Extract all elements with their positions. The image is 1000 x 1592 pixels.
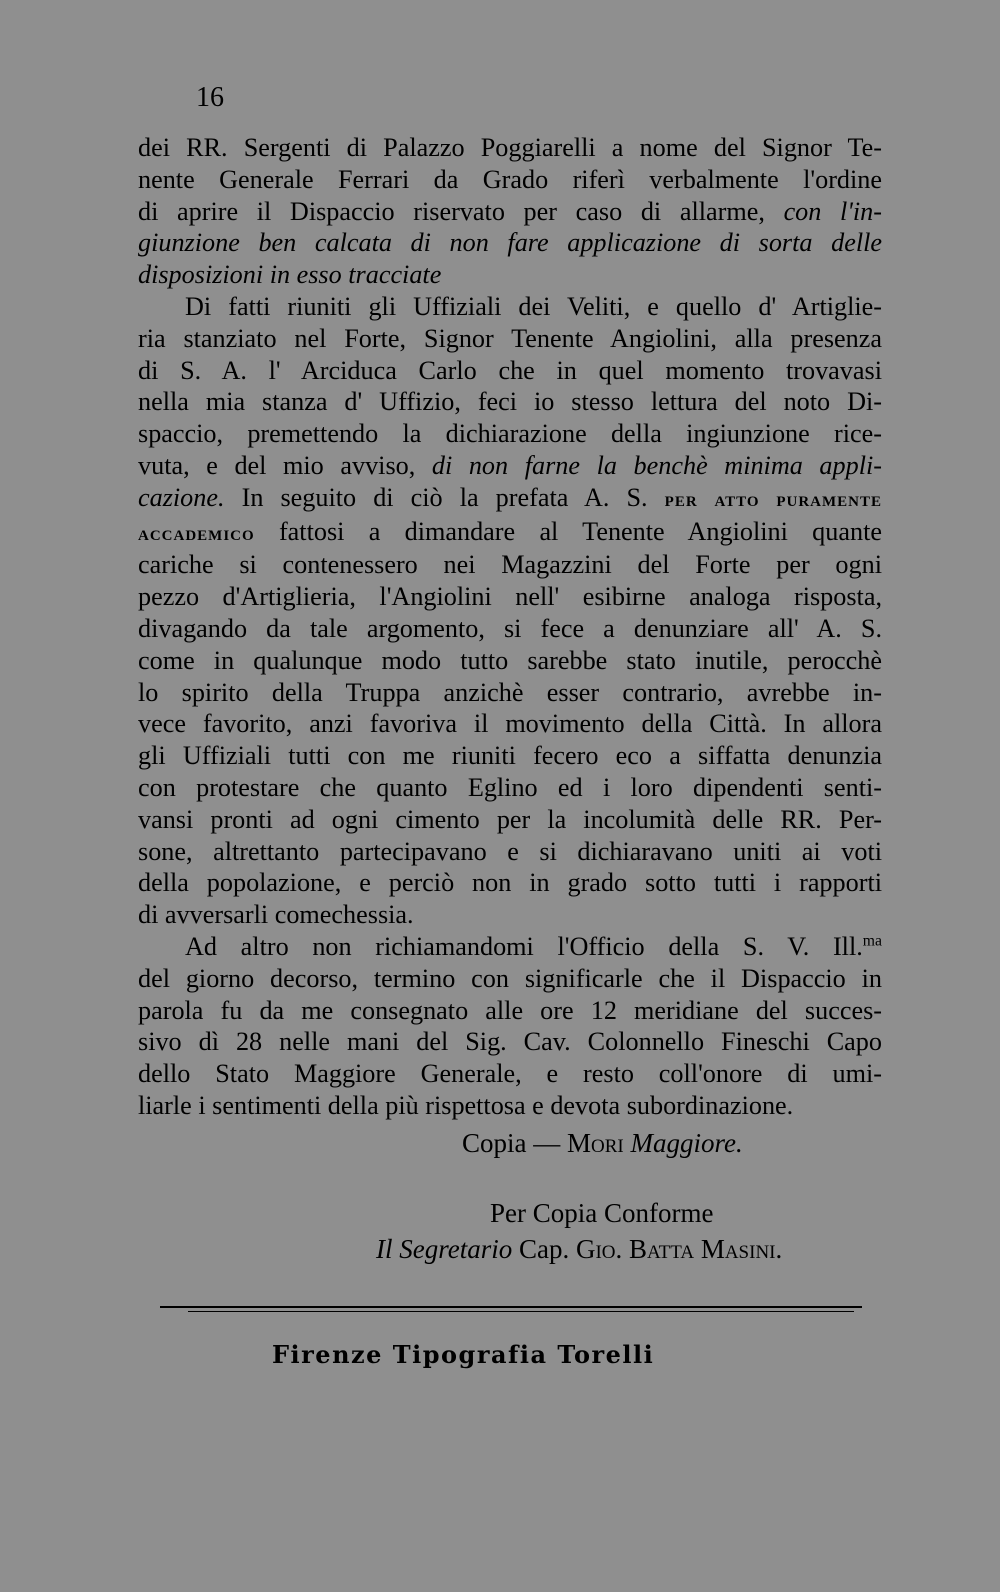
text-line: spaccio, premettendo la dichiarazione della ingiunzione rice- bbox=[138, 419, 882, 449]
text-line: parola fu da me consegnato alle ore 12 meridiane del succes- bbox=[138, 995, 882, 1025]
text-line: divagando da tale argomento, si fece a denunziare all' A. S. bbox=[138, 613, 882, 643]
secretary-rank: Cap. bbox=[512, 1234, 576, 1264]
text-line: ria stanziato nel Forte, Signor Tenente Angiolini, alla presenza bbox=[138, 323, 882, 353]
text-line: nente Generale Ferrari da Grado riferì verbalmente l'ordine bbox=[138, 164, 882, 194]
smallcaps-segment: per atto puramente bbox=[664, 486, 882, 511]
italic-segment: di non farne la benchè minima appli- bbox=[431, 450, 882, 480]
secretary-title: Il Segretario bbox=[376, 1234, 513, 1264]
text-line: vece favorito, anzi favoriva il movimento della Città. In allora bbox=[138, 709, 882, 739]
text-segment: di aprire il Dispaccio riservato per caso di allarme, bbox=[138, 196, 784, 226]
signer-name: Mori bbox=[567, 1128, 624, 1158]
text-line: pezzo d'Artiglieria, l'Angiolini nell' esibirne analoga risposta, bbox=[138, 582, 882, 612]
text-segment: In seguito di ciò la prefata A. S. bbox=[224, 482, 665, 512]
text-line: del giorno decorso, termino con significarle che il Dispaccio in bbox=[138, 963, 882, 993]
text-line: di avversarli comechessia. bbox=[138, 900, 414, 930]
divider-line bbox=[188, 1311, 854, 1312]
text-line: gli Uffiziali tutti con me riuniti fecero eco a siffatta denunzia bbox=[138, 741, 882, 771]
smallcaps-segment: accademico bbox=[138, 520, 255, 545]
text-line: dei RR. Sergenti di Palazzo Poggiarelli a nome del Signor Te- bbox=[138, 133, 882, 162]
secretary-name: Gio. bbox=[575, 1234, 623, 1264]
signature-segretario bbox=[376, 1236, 1000, 1263]
text-segment: fattosi a dimandare al Tenente Angiolini quante bbox=[254, 516, 882, 546]
letter-body bbox=[138, 132, 882, 1122]
text-line: con protestare che quanto Eglino ed i loro dipendenti senti- bbox=[138, 772, 882, 802]
divider-line bbox=[160, 1306, 862, 1308]
text-segment: vuta, e del mio avviso, bbox=[138, 450, 432, 480]
text-line: lo spirito della Truppa anzichè esser contrario, avrebbe in- bbox=[138, 677, 882, 707]
text-line: disposizioni in esso tracciate bbox=[138, 260, 442, 290]
page-number: 16 bbox=[196, 82, 224, 113]
text-line: vansi pronti ad ogni cimento per la incolumità delle RR. Per- bbox=[138, 804, 882, 834]
text-line: Di fatti riuniti gli Uffiziali dei Veliti, e quello d' Artiglie- bbox=[185, 291, 882, 321]
text-line: nella mia stanza d' Uffizio, feci io stesso lettura del noto Di- bbox=[138, 387, 882, 417]
text-line bbox=[138, 450, 882, 482]
printer-imprint: Firenze Tipografia Torelli bbox=[272, 1340, 655, 1369]
text-line: della popolazione, e perciò non in grado sotto tutti i rapporti bbox=[138, 868, 882, 898]
text-line: dello Stato Maggiore Generale, e resto coll'onore di umi- bbox=[138, 1059, 882, 1089]
secretary-name: Batta bbox=[622, 1234, 701, 1264]
text-segment: Ad altro non richiamandomi l'Officio della S. V. Ill. bbox=[185, 931, 863, 961]
text-line: come in qualunque modo tutto sarebbe stato inutile, perocchè bbox=[138, 645, 882, 675]
text-line: liarle i sentimenti della più rispettosa e devota subordinazione. bbox=[138, 1090, 794, 1120]
text-line: sivo dì 28 nelle mani del Sig. Cav. Colonnello Fineschi Capo bbox=[138, 1027, 882, 1057]
text-line bbox=[138, 196, 882, 228]
signature-per-copia: Per Copia Conforme bbox=[490, 1198, 714, 1228]
text-line: giunzione ben calcata di non fare applicazione di sorta delle bbox=[138, 228, 882, 258]
text-line bbox=[138, 931, 882, 963]
superscript: ma bbox=[862, 932, 882, 950]
text-line bbox=[138, 482, 882, 516]
signer-rank: Maggiore. bbox=[623, 1128, 743, 1158]
signature-copia bbox=[462, 1130, 1000, 1157]
text-line: cariche si contenessero nei Magazzini del Forte per ogni bbox=[138, 550, 882, 580]
text-line: sone, altrettanto partecipavano e si dichiaravano uniti ai voti bbox=[138, 836, 882, 866]
text-line bbox=[138, 516, 882, 550]
text-line: di S. A. l' Arciduca Carlo che in quel momento trovavasi bbox=[138, 355, 882, 385]
copia-label: Copia — bbox=[462, 1128, 567, 1158]
secretary-surname: Masini. bbox=[700, 1234, 783, 1264]
italic-segment: cazione. bbox=[138, 482, 225, 512]
italic-segment: con l'in- bbox=[783, 196, 882, 226]
